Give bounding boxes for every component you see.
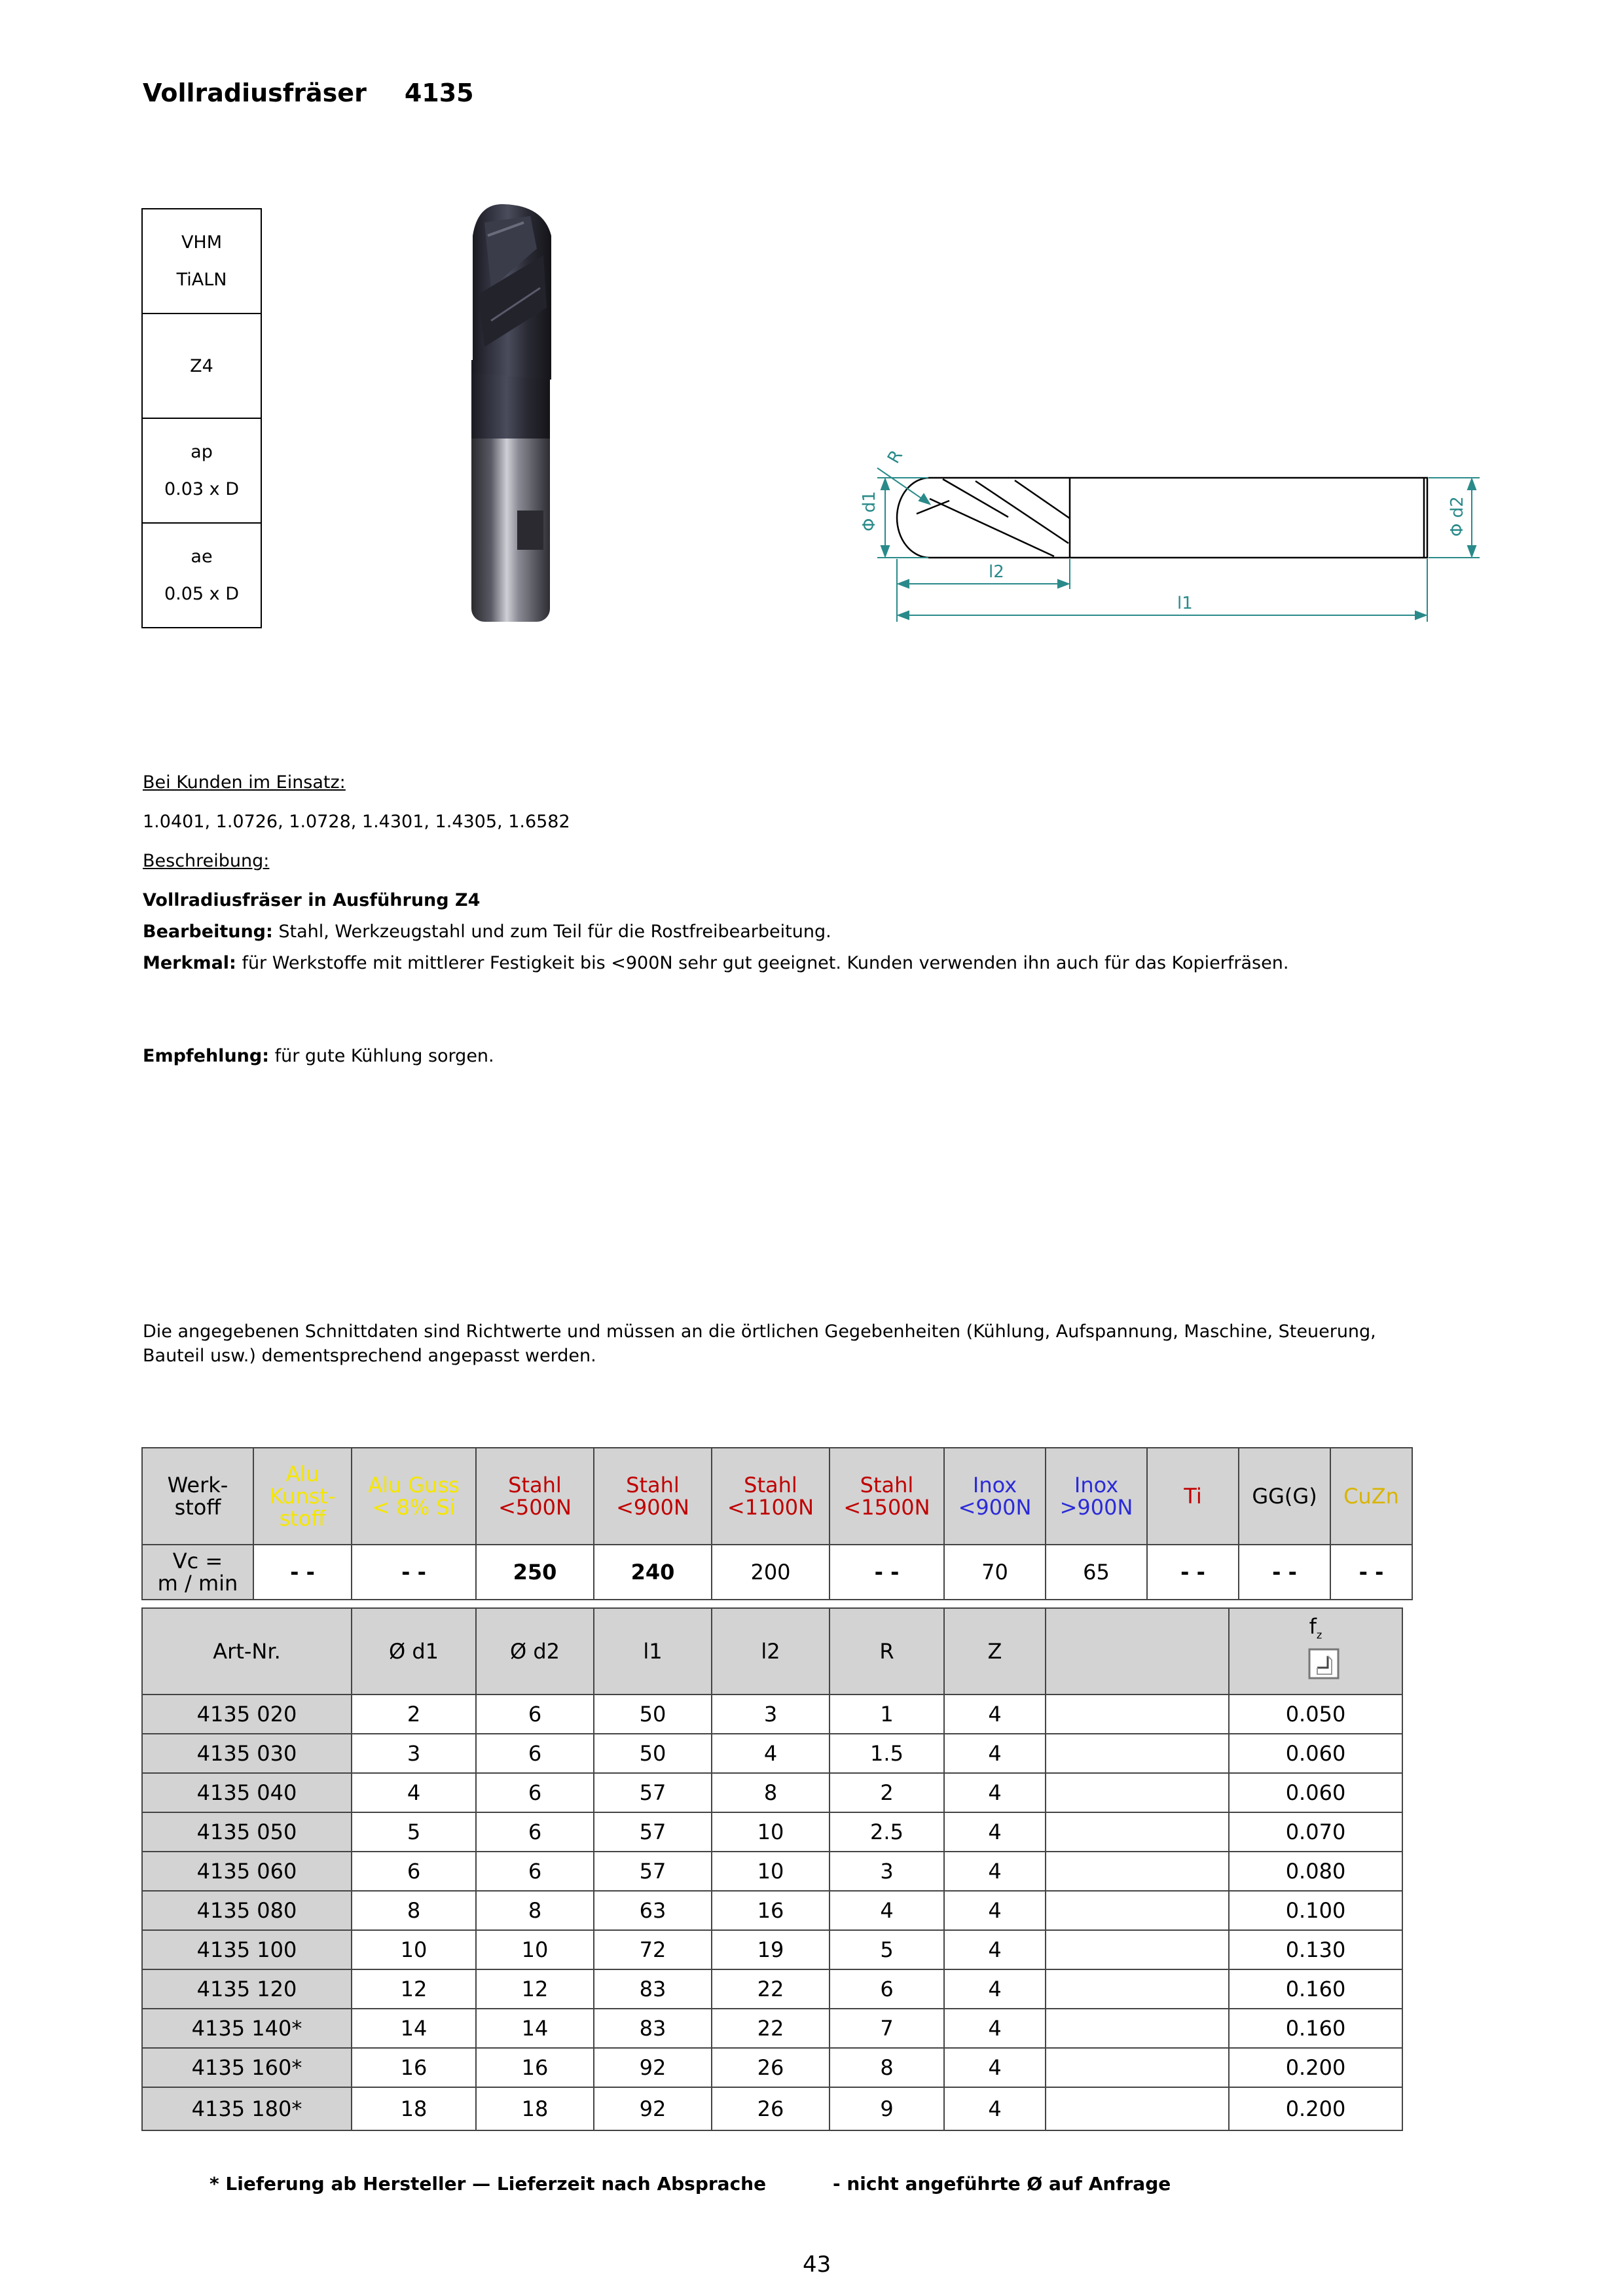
- table-row: [142, 1891, 1402, 1930]
- spec-text: ap: [191, 442, 213, 462]
- material-header-cell: Inox >900N: [1046, 1448, 1147, 1545]
- dimension-header-cell: Ø d1: [352, 1608, 476, 1695]
- material-header-cell: Alu Kunst- stoff: [253, 1448, 352, 1545]
- dimension-table: [141, 1607, 1403, 2131]
- table-cell: 5: [352, 1812, 476, 1852]
- table-cell: 16: [352, 2048, 476, 2087]
- table-cell: 19: [712, 1930, 830, 1969]
- vc-row: [142, 1545, 1412, 1600]
- header-cell-fz: [1229, 1608, 1402, 1695]
- table-cell: 0.100: [1229, 1891, 1402, 1930]
- table-cell: 10: [712, 1812, 830, 1852]
- table-row: [142, 1773, 1402, 1812]
- table-cell: 0.160: [1229, 2009, 1402, 2048]
- material-header-cell: Stahl <900N: [594, 1448, 712, 1545]
- table-cell: 0.080: [1229, 1852, 1402, 1891]
- article-number-cell: 4135 020: [142, 1695, 352, 1734]
- table-cell: 10: [712, 1852, 830, 1891]
- article-number-cell: 4135 030: [142, 1734, 352, 1773]
- table-row: [142, 1695, 1402, 1734]
- table-cell: 6: [476, 1734, 594, 1773]
- article-number-cell: 4135 060: [142, 1852, 352, 1891]
- table-cell: 4: [944, 2048, 1046, 2087]
- table-cell: 8: [712, 1773, 830, 1812]
- table-cell: 1.5: [830, 1734, 944, 1773]
- beschreibung-label: Beschreibung:: [143, 851, 270, 871]
- table-cell: 3: [830, 1852, 944, 1891]
- material-header-cell: Stahl <1100N: [712, 1448, 830, 1545]
- table-cell: 6: [352, 1852, 476, 1891]
- merkmal-line: [143, 953, 1288, 973]
- article-number-cell: 4135 120: [142, 1969, 352, 2009]
- spec-box: [141, 208, 262, 628]
- material-header-cell: Alu Guss < 8% Si: [352, 1448, 476, 1545]
- article-number-cell: 4135 040: [142, 1773, 352, 1812]
- page-title: [143, 79, 474, 107]
- material-header-cell: Inox <900N: [944, 1448, 1046, 1545]
- table-cell: [1046, 1852, 1229, 1891]
- spec-cell-ap: [143, 419, 261, 524]
- table-cell: 4: [352, 1773, 476, 1812]
- table-cell: 4: [944, 1812, 1046, 1852]
- empfehlung-label: Empfehlung:: [143, 1046, 270, 1066]
- label-r: R: [884, 446, 907, 467]
- table-cell: 4: [944, 1734, 1046, 1773]
- material-header-cell: CuZn: [1330, 1448, 1412, 1545]
- table-cell: 0.130: [1229, 1930, 1402, 1969]
- table-cell: 0.060: [1229, 1734, 1402, 1773]
- material-header-row: [142, 1448, 1412, 1545]
- spec-text: TiALN: [176, 270, 227, 290]
- spec-text: Z4: [190, 355, 213, 376]
- title-text: Vollradiusfräser: [143, 79, 367, 107]
- dimension-header-cell: Ø d2: [476, 1608, 594, 1695]
- table-cell: 8: [476, 1891, 594, 1930]
- table-cell: 50: [594, 1734, 712, 1773]
- table-cell: 83: [594, 1969, 712, 2009]
- dimension-header-cell: l1: [594, 1608, 712, 1695]
- vc-value-cell: - -: [253, 1545, 352, 1600]
- spec-text: ae: [191, 547, 213, 567]
- table-cell: 0.070: [1229, 1812, 1402, 1852]
- merkmal-label: Merkmal:: [143, 953, 236, 973]
- article-number-cell: 4135 100: [142, 1930, 352, 1969]
- table-cell: 9: [830, 2087, 944, 2130]
- vc-value-cell: 240: [594, 1545, 712, 1600]
- table-cell: 8: [830, 2048, 944, 2087]
- table-cell: 63: [594, 1891, 712, 1930]
- table-cell: 6: [476, 1695, 594, 1734]
- table-cell: 2.5: [830, 1812, 944, 1852]
- table-cell: [1046, 1930, 1229, 1969]
- vc-value-cell: - -: [830, 1545, 944, 1600]
- table-cell: 4: [944, 2009, 1046, 2048]
- table-cell: 4: [944, 1930, 1046, 1969]
- table-cell: 57: [594, 1852, 712, 1891]
- vc-value-cell: - -: [352, 1545, 476, 1600]
- table-cell: 0.200: [1229, 2087, 1402, 2130]
- table-cell: 2: [352, 1695, 476, 1734]
- table-cell: 3: [352, 1734, 476, 1773]
- table-cell: 22: [712, 2009, 830, 2048]
- label-l2: l2: [989, 562, 1004, 582]
- kunden-label: Bei Kunden im Einsatz:: [143, 772, 346, 793]
- fz-letter: f: [1309, 1614, 1317, 1639]
- table-row: [142, 1969, 1402, 2009]
- table-cell: 8: [352, 1891, 476, 1930]
- table-cell: 18: [352, 2087, 476, 2130]
- table-cell: 10: [476, 1930, 594, 1969]
- table-cell: 2: [830, 1773, 944, 1812]
- table-cell: 16: [476, 2048, 594, 2087]
- table-cell: 6: [476, 1773, 594, 1812]
- table-cell: 4: [712, 1734, 830, 1773]
- material-header-cell: Ti: [1147, 1448, 1239, 1545]
- table-row: [142, 1812, 1402, 1852]
- table-cell: 4: [944, 1695, 1046, 1734]
- table-cell: 12: [476, 1969, 594, 2009]
- table-cell: 22: [712, 1969, 830, 2009]
- page-number: 43: [803, 2251, 831, 2278]
- dimension-header-cell: R: [830, 1608, 944, 1695]
- table-cell: 50: [594, 1695, 712, 1734]
- vc-value-cell: 200: [712, 1545, 830, 1600]
- table-cell: 3: [712, 1695, 830, 1734]
- table-cell: 72: [594, 1930, 712, 1969]
- empfehlung-text: für gute Kühlung sorgen.: [269, 1046, 494, 1066]
- table-cell: 0.200: [1229, 2048, 1402, 2087]
- label-d1: Φ d1: [860, 491, 879, 531]
- table-cell: 16: [712, 1891, 830, 1930]
- article-number-cell: 4135 080: [142, 1891, 352, 1930]
- dimension-body: [142, 1695, 1402, 2130]
- merkmal-text: für Werkstoffe mit mittlerer Festigkeit bis <900N sehr gut geeignet. Kunden verwenden ihn auch für das Kopierfräsen.: [236, 953, 1289, 973]
- table-cell: 26: [712, 2087, 830, 2130]
- table-cell: 12: [352, 1969, 476, 2009]
- werkstoff-label: Werk- stoff: [142, 1448, 253, 1545]
- table-cell: 7: [830, 2009, 944, 2048]
- table-cell: 57: [594, 1812, 712, 1852]
- table-cell: 10: [352, 1930, 476, 1969]
- beschreibung-title: Vollradiusfräser in Ausführung Z4: [143, 890, 481, 910]
- table-cell: [1046, 1773, 1229, 1812]
- vc-value-cell: 65: [1046, 1545, 1147, 1600]
- table-cell: 1: [830, 1695, 944, 1734]
- table-row: [142, 2009, 1402, 2048]
- table-cell: [1046, 1969, 1229, 2009]
- bearbeitung-line: [143, 922, 831, 942]
- table-row: [142, 1852, 1402, 1891]
- table-cell: [1046, 1695, 1229, 1734]
- technical-drawing: [845, 432, 1486, 622]
- spec-text: 0.03 x D: [164, 479, 240, 499]
- table-cell: 4: [944, 1891, 1046, 1930]
- table-cell: 6: [830, 1969, 944, 2009]
- bearbeitung-text: Stahl, Werkzeugstahl und zum Teil für die Rostfreibearbeitung.: [272, 922, 831, 942]
- empfehlung-line: [143, 1046, 494, 1066]
- feed-per-tooth-icon: [1308, 1648, 1340, 1679]
- table-cell: 0.060: [1229, 1773, 1402, 1812]
- table-row: [142, 1930, 1402, 1969]
- spec-cell-teeth: [143, 314, 261, 419]
- table-cell: 83: [594, 2009, 712, 2048]
- vc-label: Vc = m / min: [142, 1545, 253, 1600]
- table-cell: [1046, 2048, 1229, 2087]
- spec-cell-material: [143, 209, 261, 314]
- table-cell: 4: [944, 1852, 1046, 1891]
- spec-text: VHM: [181, 232, 223, 253]
- vc-value-cell: 250: [476, 1545, 594, 1600]
- table-cell: 4: [944, 1773, 1046, 1812]
- table-cell: 57: [594, 1773, 712, 1812]
- article-number: 4135: [404, 79, 474, 107]
- article-number-cell: 4135 180*: [142, 2087, 352, 2130]
- dimension-header-cell: Z: [944, 1608, 1046, 1695]
- table-cell: 0.050: [1229, 1695, 1402, 1734]
- table-cell: 5: [830, 1930, 944, 1969]
- footer-request-note: - nicht angeführte Ø auf Anfrage: [833, 2173, 1171, 2195]
- table-row: [142, 2087, 1402, 2130]
- table-row: [142, 2048, 1402, 2087]
- table-cell: [1046, 1812, 1229, 1852]
- fz-subscript: z: [1316, 1628, 1322, 1641]
- footer-delivery-note: * Lieferung ab Hersteller — Lieferzeit nach Absprache: [210, 2173, 767, 2195]
- dimension-header-cell: l2: [712, 1608, 830, 1695]
- table-cell: 14: [476, 2009, 594, 2048]
- table-cell: 6: [476, 1812, 594, 1852]
- table-cell: 0.160: [1229, 1969, 1402, 2009]
- dimension-header-cell: Art-Nr.: [142, 1608, 352, 1695]
- table-cell: 4: [830, 1891, 944, 1930]
- table-cell: 92: [594, 2087, 712, 2130]
- dimension-header-row: [142, 1608, 1402, 1695]
- material-header-cell: Stahl <1500N: [830, 1448, 944, 1545]
- spec-cell-ae: [143, 524, 261, 627]
- table-cell: [1046, 2009, 1229, 2048]
- table-cell: 92: [594, 2048, 712, 2087]
- vc-value-cell: - -: [1147, 1545, 1239, 1600]
- table-cell: 4: [944, 1969, 1046, 2009]
- table-cell: 6: [476, 1852, 594, 1891]
- vc-value-cell: - -: [1330, 1545, 1412, 1600]
- tool-photo: [432, 196, 596, 628]
- kunden-value: 1.0401, 1.0726, 1.0728, 1.4301, 1.4305, 1.6582: [143, 812, 570, 832]
- table-row: [142, 1734, 1402, 1773]
- table-cell: [1046, 1734, 1229, 1773]
- material-header-cell: Stahl <500N: [476, 1448, 594, 1545]
- vc-value-cell: 70: [944, 1545, 1046, 1600]
- bearbeitung-label: Bearbeitung:: [143, 922, 273, 942]
- material-header-cell: GG(G): [1239, 1448, 1330, 1545]
- cutting-data-note: Die angegebenen Schnittdaten sind Richtwerte und müssen an die örtlichen Gegebenheiten (Kühlung, Aufspannung, Maschine, Steuerung, Bauteil usw.) dementsprechend angepasst werden.: [143, 1321, 1376, 1366]
- table-cell: 14: [352, 2009, 476, 2048]
- label-l1: l1: [1177, 594, 1193, 613]
- article-number-cell: 4135 050: [142, 1812, 352, 1852]
- table-cell: 4: [944, 2087, 1046, 2130]
- article-number-cell: 4135 140*: [142, 2009, 352, 2048]
- fz-label: [1230, 1614, 1402, 1641]
- vc-value-cell: - -: [1239, 1545, 1330, 1600]
- table-cell: [1046, 2087, 1229, 2130]
- dimension-header-cell: [1046, 1608, 1229, 1695]
- table-cell: 18: [476, 2087, 594, 2130]
- table-cell: [1046, 1891, 1229, 1930]
- label-d2: Φ d2: [1448, 496, 1467, 537]
- spec-text: 0.05 x D: [164, 584, 240, 604]
- material-table: [141, 1447, 1413, 1600]
- article-number-cell: 4135 160*: [142, 2048, 352, 2087]
- table-cell: 26: [712, 2048, 830, 2087]
